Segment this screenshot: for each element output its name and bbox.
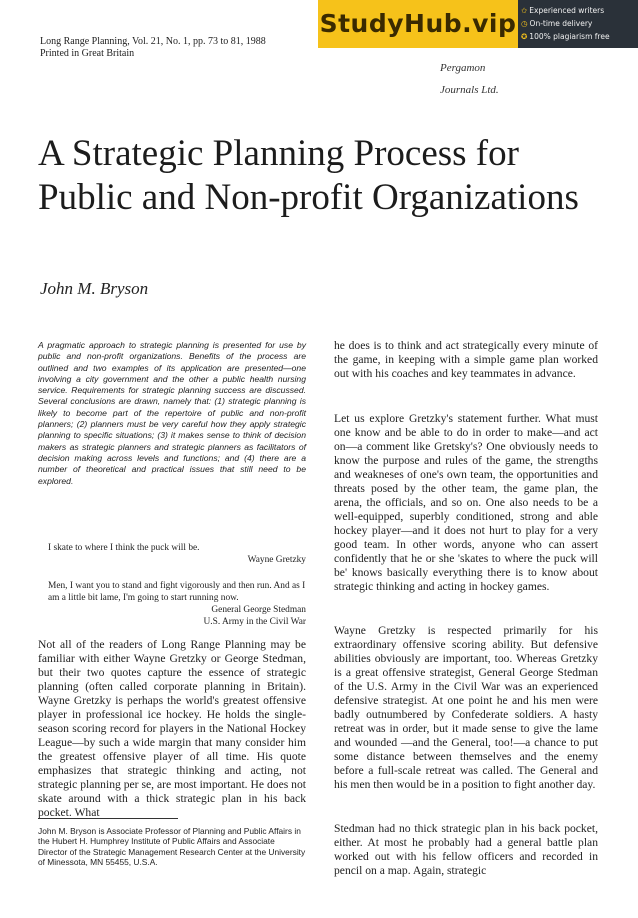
body-paragraph: he does is to think and act strategically every minute of the game, in keeping with a simple game plan worked out with his coaches and key teammates in advance. [334, 339, 598, 380]
banner-feature: ◷ On-time delivery [521, 19, 593, 28]
epigraph-attribution: General George Stedman [211, 605, 306, 615]
epigraph-attribution: U.S. Army in the Civil War [203, 617, 306, 627]
epigraph-quote: Men, I want you to stand and fight vigorously and then run. And as I am a little bit lame, I'm going to start running now. [48, 581, 306, 603]
epigraph-quote: I skate to where I think the puck will be. [48, 543, 200, 553]
footnote-divider [38, 818, 178, 819]
article-author: John M. Bryson [40, 279, 149, 298]
banner-feature-list [521, 4, 638, 43]
banner-feature: ✪ 100% plagiarism free [521, 32, 610, 41]
body-paragraph: Let us explore Gretzky's statement further. What must one know and be able to do in order to make—and act on—a comment like Gretsky's? One obviously needs to know the purpose and rules of the game, the strengths and weakneses of one's own team, the opportunities and threats posed by the other team, the game plan, the arena, the officials, and so on. One also needs to be a well-equipped, superbly conditioned, strong and able hockey player—and it does not hurt to play for a very good team. In other words, anyone who can assert confidently that he or she 'skates to where the puck will be' knows basically everything there is to know about strategic thinking and acting in hockey games. [334, 412, 598, 593]
body-paragraph: Stedman had no thick strategic plan in his back pocket, either. At most he probably had a general battle plan worked out with his fellow officers and recorded in pencil on a map. Again, strategic [334, 822, 598, 877]
author-footnote: John M. Bryson is Associate Professor of Planning and Public Affairs in the Hubert H. Humphrey Institute of Public Affairs and Associate Director of the Strategic Management Research Center at the University of Minessota, MN 55455, U.S.A. [38, 826, 306, 868]
printed-in-line: Printed in Great Britain [40, 48, 135, 59]
article-title: A Strategic Planning Process for Public and Non-profit Organizations [38, 133, 579, 218]
banner-feature: ✩ Experienced writers [521, 6, 605, 15]
epigraphs [48, 542, 306, 628]
badge-icon: ✪ [521, 32, 528, 41]
body-paragraph: Not all of the readers of Long Range Planning may be familiar with either Wayne Gretzky or George Stedman, but their two quotes capture the essence of strategic planning (often called corporate planning in Britain). Wayne Gretzky is perhaps the world's greatest offensive player in professional ice hockey. He holds the single-season scoring record for players in the National Hockey League—by such a wide margin that many consider him the greatest offensive player of all time. His quote emphasizes that strategic thinking and acting, not strategic planning per se, are most important. He does not skate around with a thick strategic plan in his back pocket. What [38, 638, 306, 819]
ad-banner[interactable] [318, 0, 638, 48]
clock-icon: ◷ [521, 19, 528, 28]
star-icon: ✩ [521, 6, 528, 15]
banner-logo[interactable]: StudyHub.vip [318, 0, 518, 48]
epigraph-attribution: Wayne Gretzky [247, 555, 306, 565]
publisher-line-cutoff: Pergamon Journals Ltd. [440, 62, 499, 96]
abstract: A pragmatic approach to strategic planning is presented for use by public and non-profit organizations. Benefits of the process are outlined and two examples of its application are presented—one involving a city government and the other a public health nursing service. Requirements for strategic planning success are discussed. Several conclusions are drawn, namely that: (1) strategic planning is likely to become part of the repertoire of public and non-profit planners; (2) planners must be very careful how they apply strategic planning to specific situations; (3) it makes sense to think of decision makers as strategic planners and strategic planners as facilitators of decision making across levels and functions; and (4) there are a number of theoretical and practical issues that still need to be explored. [38, 340, 306, 486]
journal-citation: Long Range Planning, Vol. 21, No. 1, pp. 73 to 81, 1988 [40, 36, 266, 47]
body-paragraph: Wayne Gretzky is respected primarily for his extraordinary offensive scoring ability. But defensive abilities obviously are important, too. Whereas Gretzky is a great offensive strategist, General George Stedman of the U.S. Army in the Civil War was an experienced defensive strategist. At one point he and his men were badly outnumbered by Confederate soldiers. A hasty retreat was in order, but it made sense to give the lame and wounded —and the General, too!—a chance to put some distance between themselves and the enemy before a full-scale retreat was called. The General and his men then would be in a position to fight another day. [334, 624, 598, 791]
